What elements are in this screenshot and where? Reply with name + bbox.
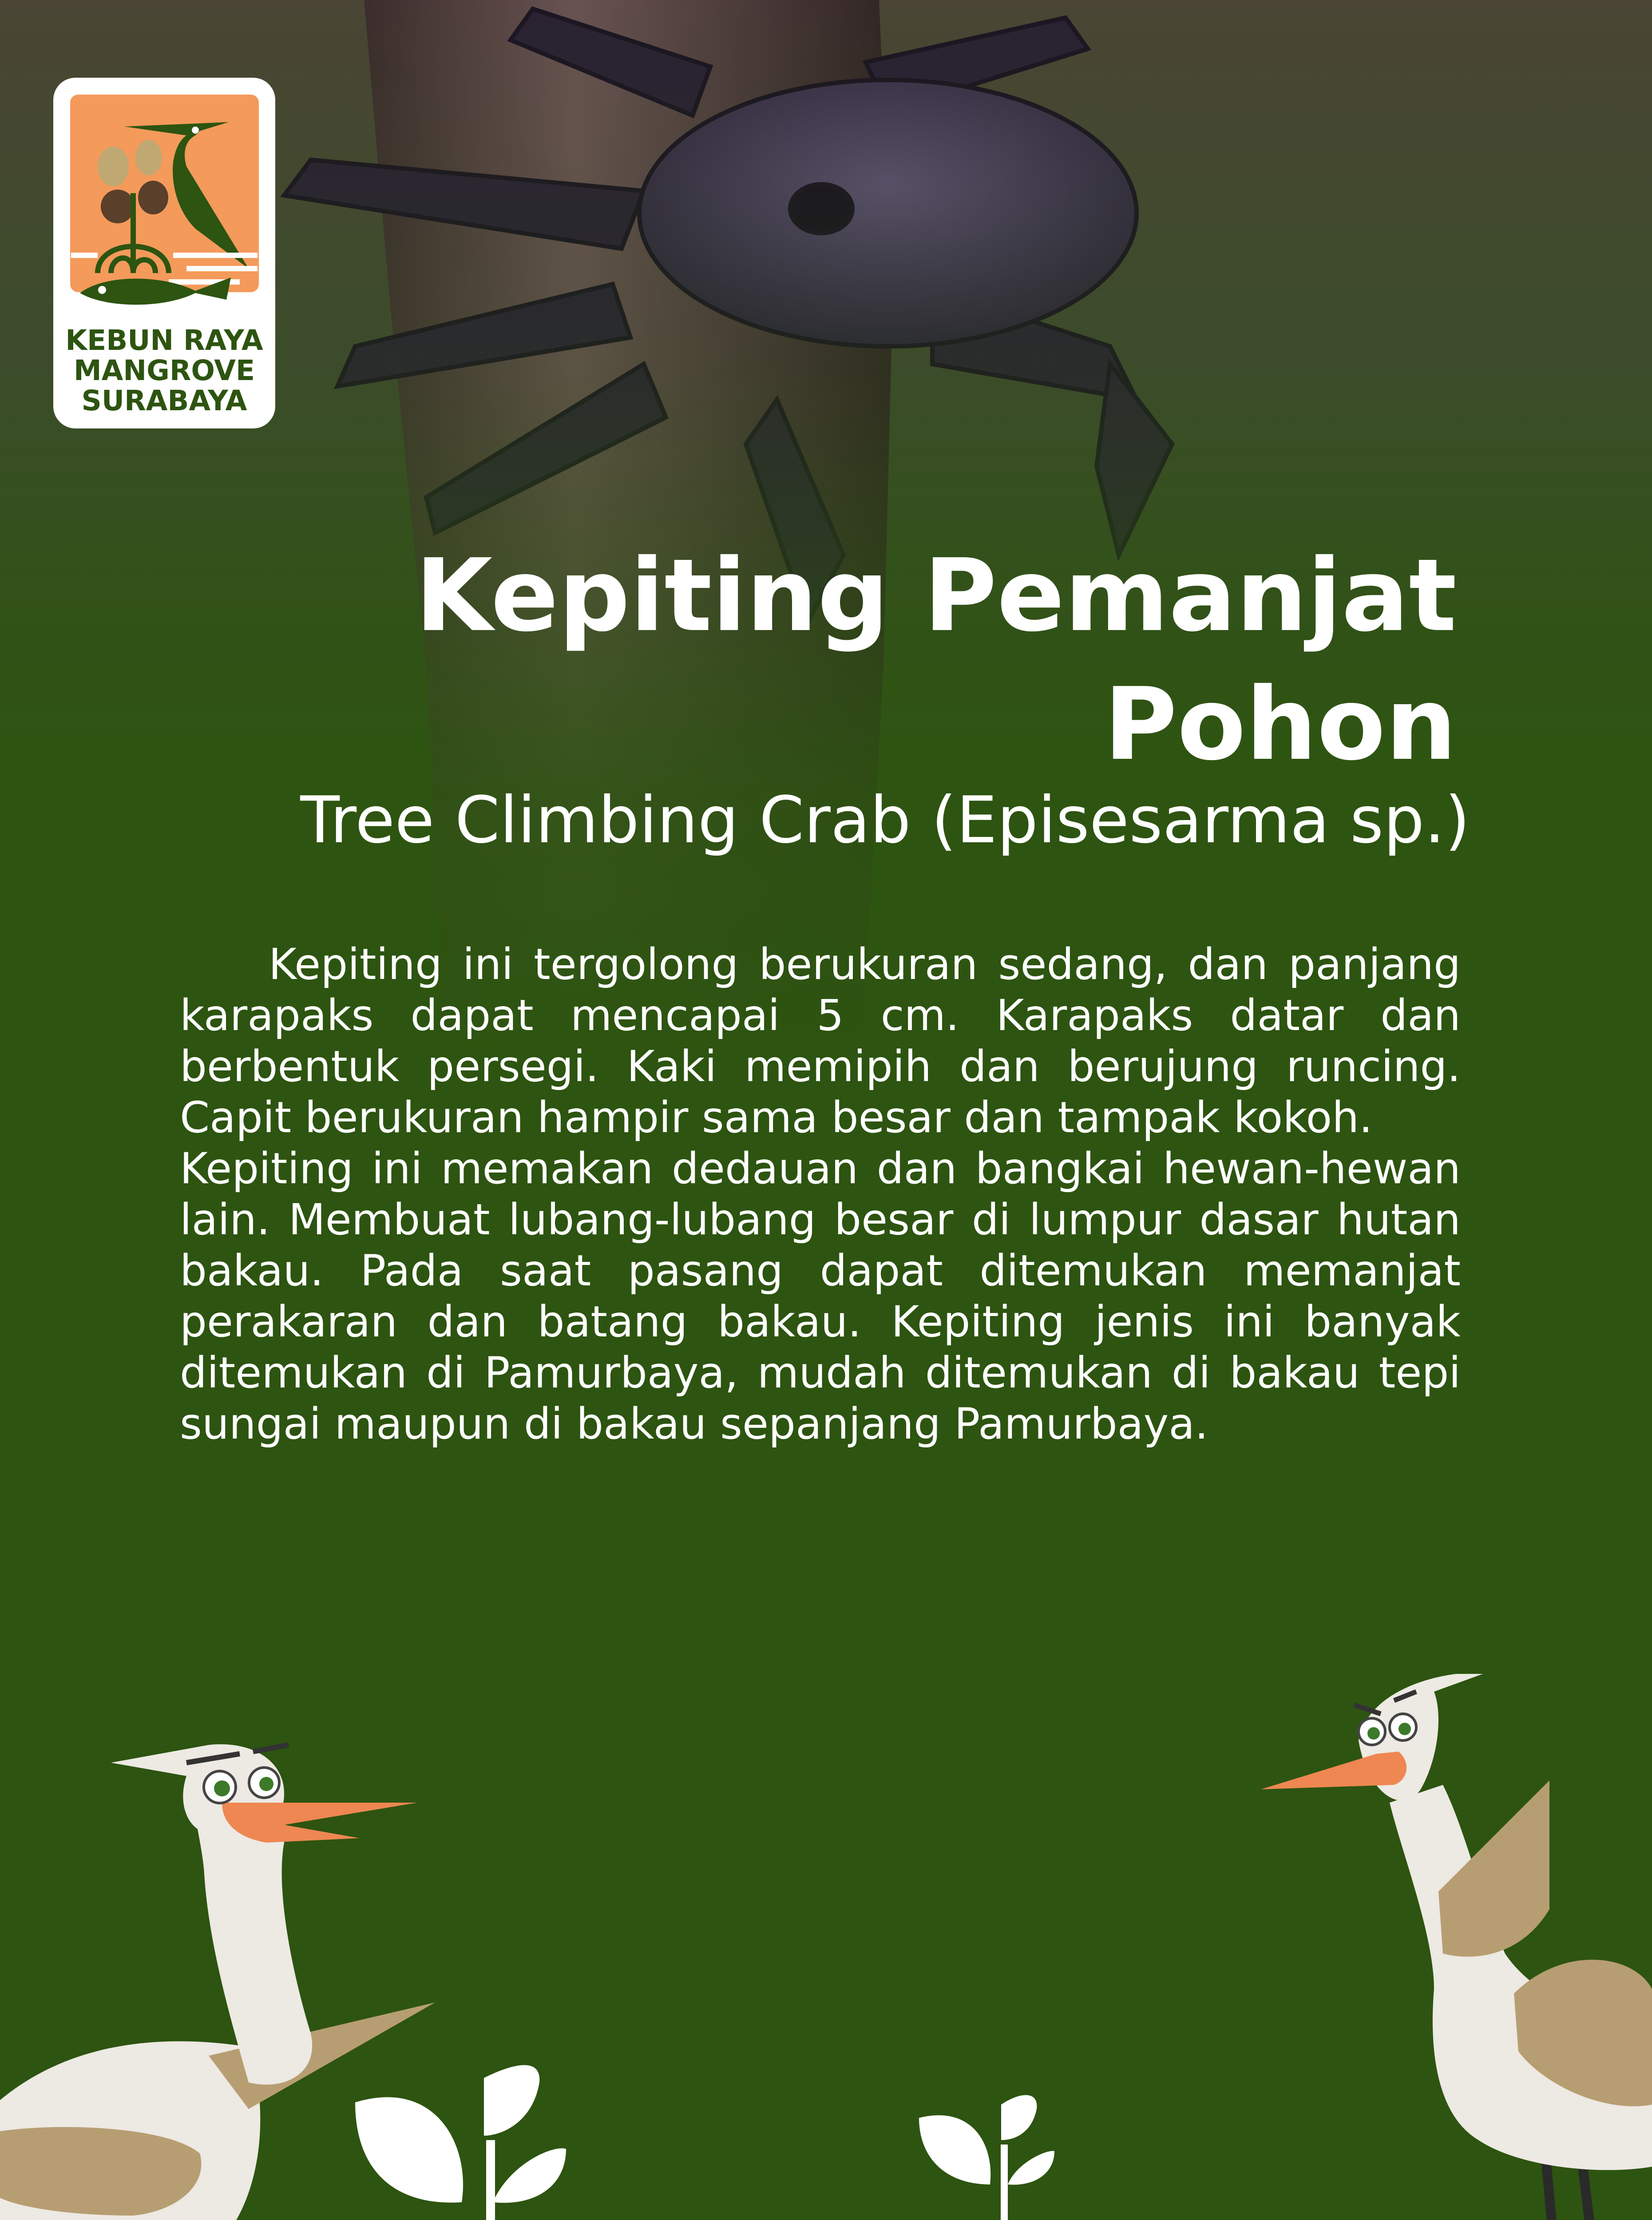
description-paragraph-1: Kepiting ini tergolong berukuran sedang, dan panjang karapaks dapat mencapai 5 cm. Karapaks datar dan berbentuk persegi. Kaki memipih dan berujung runcing. Capit berukuran hampir sama besar dan tampak kokoh. bbox=[180, 940, 1461, 1142]
mangrove-sprout-icon bbox=[355, 2065, 595, 2220]
egret-scene bbox=[0, 1554, 1652, 2220]
logo-text-line-1: KEBUN RAYA bbox=[65, 324, 263, 357]
logo-text-line-2: MANGROVE bbox=[73, 354, 255, 387]
page-title-line-1: Kepiting Pemanjat bbox=[415, 538, 1457, 654]
egret-right-illustration bbox=[1261, 1674, 1652, 2220]
kebun-raya-mangrove-logo bbox=[53, 78, 275, 428]
page-subtitle: Tree Climbing Crab (Episesarma sp.) bbox=[300, 783, 1470, 858]
description-paragraph-2: Kepiting ini memakan dedauan dan bangkai hewan-hewan lain. Membuat lubang-lubang besar di lumpur dasar hutan bakau. Pada saat pasang dapat ditemukan memanjat perakaran dan batang bakau. Kepiting jenis ini banyak ditemukan di Pamurbaya, mudah ditemukan di bakau tepi sungai maupun di bakau sepanjang Pamurbaya. bbox=[180, 1144, 1461, 1449]
page-title-line-2: Pohon bbox=[1104, 666, 1457, 783]
logo-text-line-3: SURABAYA bbox=[81, 385, 247, 417]
description bbox=[180, 939, 1461, 1450]
mangrove-sprout-icon-small bbox=[919, 2095, 1074, 2220]
logo-emblem-icon bbox=[53, 78, 275, 326]
